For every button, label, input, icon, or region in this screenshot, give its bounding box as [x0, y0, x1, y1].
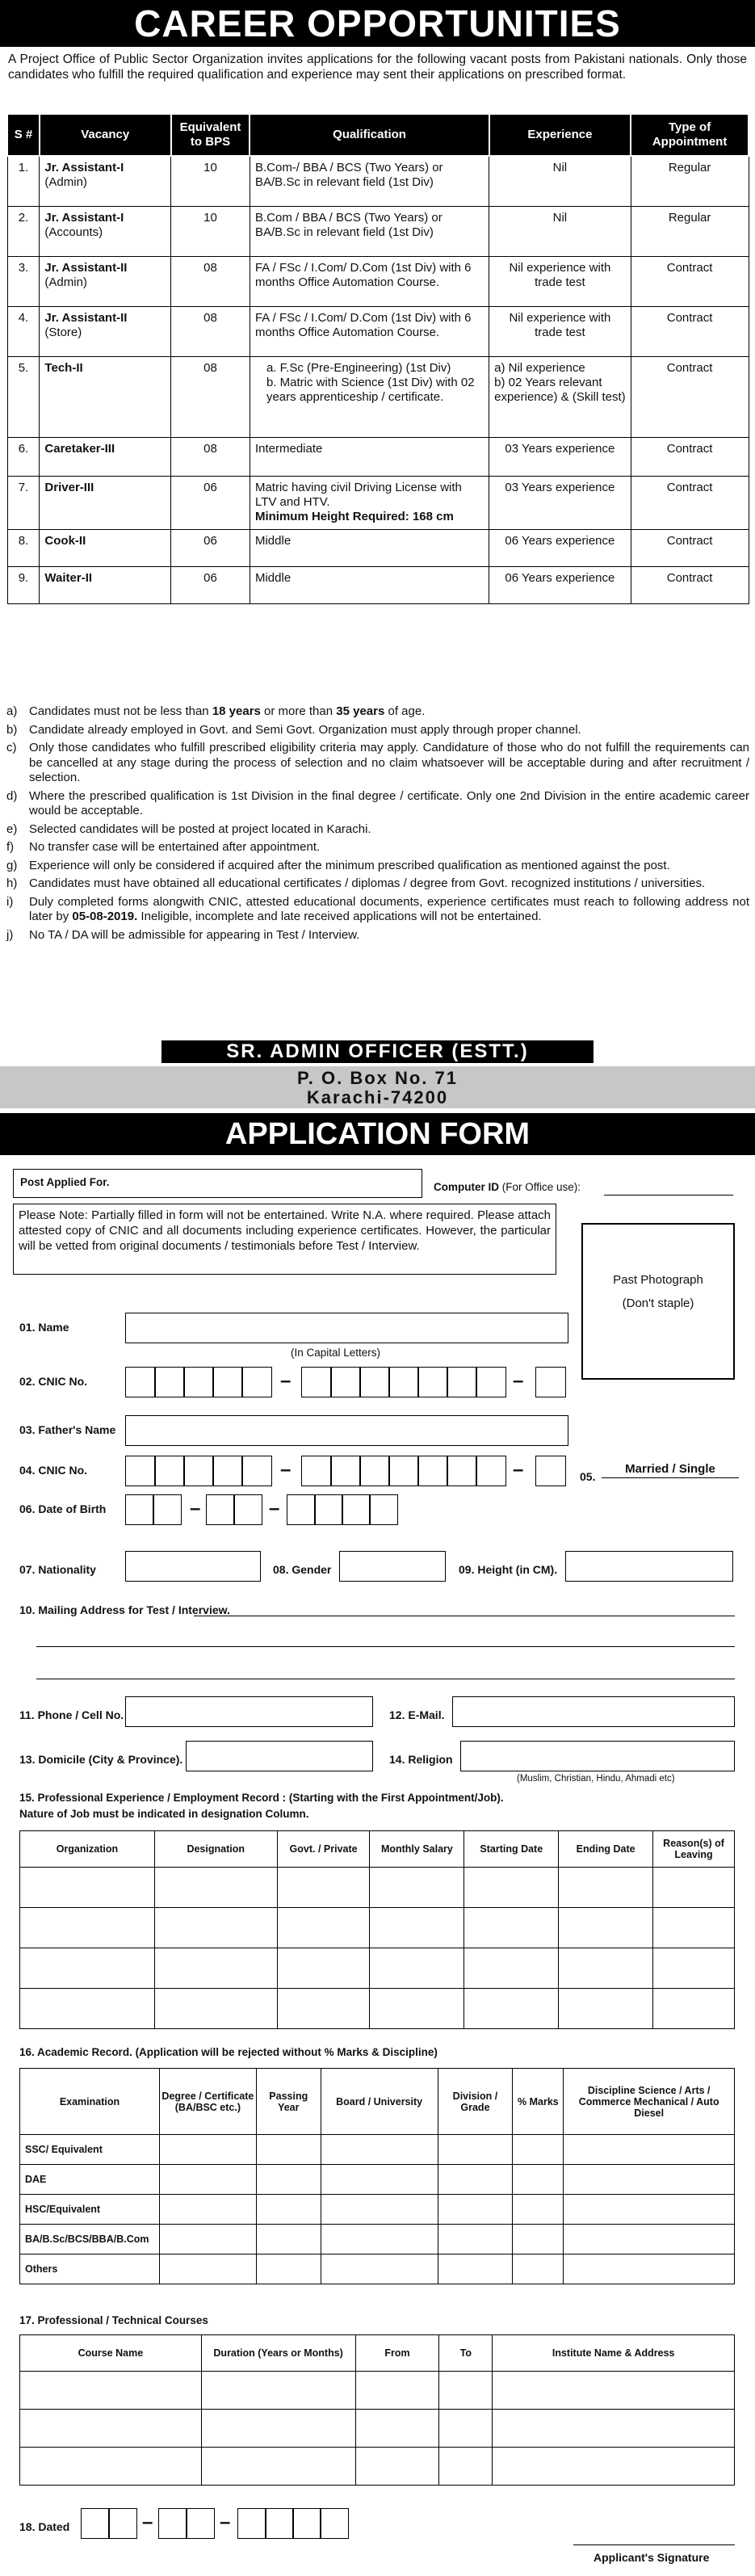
row-type: Contract — [631, 529, 749, 566]
term-item: h) Candidates must have obtained all educational certificates / diplomas / degree from Govt. recognized institutions / universities. — [6, 876, 706, 890]
cnic-label-2: 04. CNIC No. — [19, 1464, 88, 1477]
exp-col-govt-private: Govt. / Private — [277, 1831, 370, 1868]
term-item: d) Where the prescribed qualification is 1st Division in the final degree / certificate. Only one 2nd Division in the entire academic career would be acceptable. — [6, 788, 749, 817]
course-col-name: Course Name — [20, 2335, 202, 2372]
row-experience: 03 Years experience — [489, 437, 631, 476]
domicile-input[interactable] — [186, 1741, 373, 1771]
table-row[interactable] — [20, 1989, 735, 2029]
table-row[interactable] — [20, 1948, 735, 1989]
signature-label: Applicant's Signature — [594, 2551, 710, 2564]
postal-address: P. O. Box No. 71 Karachi-74200 — [0, 1066, 755, 1108]
dob-input[interactable]: – – — [125, 1494, 384, 1525]
table-row — [7, 256, 749, 306]
height-label: 09. Height (in CM). — [459, 1563, 558, 1576]
experience-section-title: 15. Professional Experience / Employment Record : (Starting with the First Appointment/Job). — [19, 1792, 504, 1804]
row-type: Contract — [631, 566, 749, 603]
term-item: f) No transfer case will be entertained after appointment. — [6, 840, 321, 854]
row-qualification: Middle — [250, 566, 489, 603]
capital-note: (In Capital Letters) — [291, 1347, 381, 1359]
row-vacancy: Waiter-II — [40, 566, 171, 603]
experience-table[interactable] — [19, 1830, 735, 2029]
table-row — [7, 476, 749, 529]
email-input[interactable] — [452, 1696, 735, 1727]
row-sno: 6. — [7, 437, 40, 476]
row-qualification: B.Com-/ BBA / BCS (Two Years) or BA/B.Sc in relevant field (1st Div) — [250, 156, 489, 206]
dob-label: 06. Date of Birth — [19, 1502, 107, 1515]
row-experience: 03 Years experience — [489, 476, 631, 529]
table-row[interactable] — [20, 2448, 735, 2486]
row-experience: 06 Years experience — [489, 529, 631, 566]
experience-section-subtitle: Nature of Job must be indicated in designation Column. — [19, 1808, 309, 1820]
col-header-sno: S # — [7, 114, 40, 156]
term-item: e) Selected candidates will be posted at project located in Karachi. — [6, 822, 371, 836]
exp-col-designation: Designation — [154, 1831, 277, 1868]
row-qualification: Intermediate — [250, 437, 489, 476]
nationality-input[interactable] — [125, 1551, 261, 1582]
academic-section-title: 16. Academic Record. (Application will be rejected without % Marks & Discipline) — [19, 2046, 438, 2058]
term-item: g) Experience will only be considered if acquired after the minimum prescribed qualification as mentioned against the post. — [6, 858, 670, 872]
religion-note: (Muslim, Christian, Hindu, Ahmadi etc) — [517, 1774, 675, 1784]
term-item: i) Duly completed forms alongwith CNIC, attested educational documents, experience certificates must reach to following address not later by 05-08-2019. Ineligible, incomplete and late received applications will not be entertained. — [6, 894, 749, 923]
gender-input[interactable] — [339, 1551, 446, 1582]
row-qualification: FA / FSc / I.Com/ D.Com (1st Div) with 6 months Office Automation Course. — [250, 306, 489, 356]
row-sno: 5. — [7, 356, 40, 437]
table-row — [7, 529, 749, 566]
terms-list — [6, 704, 749, 946]
row-bps: 08 — [171, 356, 250, 437]
gender-label: 08. Gender — [273, 1563, 332, 1576]
table-row[interactable]: DAE — [20, 2165, 735, 2195]
row-qualification: Middle — [250, 529, 489, 566]
table-row[interactable]: Others — [20, 2255, 735, 2284]
course-col-to: To — [439, 2335, 493, 2372]
post-applied-field[interactable] — [13, 1169, 422, 1198]
row-type: Regular — [631, 156, 749, 206]
row-vacancy: Jr. Assistant-I (Accounts) — [40, 206, 171, 256]
col-header-vacancy: Vacancy — [40, 114, 171, 156]
row-type: Contract — [631, 437, 749, 476]
cnic-label: 02. CNIC No. — [19, 1375, 88, 1388]
row-vacancy: Jr. Assistant-II (Store) — [40, 306, 171, 356]
row-bps: 10 — [171, 156, 250, 206]
table-row[interactable] — [20, 1868, 735, 1908]
term-item: j) No TA / DA will be admissible for appearing in Test / Interview. — [6, 927, 360, 942]
row-qualification: FA / FSc / I.Com/ D.Com (1st Div) with 6 months Office Automation Course. — [250, 256, 489, 306]
row-sno: 4. — [7, 306, 40, 356]
row-sno: 7. — [7, 476, 40, 529]
acad-col-discipline: Discipline Science / Arts / Commerce Mechanical / Auto Diesel — [564, 2069, 735, 2135]
term-item: c) Only those candidates who fulfill prescribed eligibility criteria may apply. Candidature of those who do not fulfill the requirements can be cancelled at any stage during the process of selection and no claim whatsoever will be acceptable during and after recruitment / selection. — [6, 741, 749, 784]
cnic-input[interactable]: – – — [125, 1367, 577, 1397]
acad-col-examination: Examination — [20, 2069, 160, 2135]
table-row — [7, 437, 749, 476]
row-type: Contract — [631, 256, 749, 306]
dated-label: 18. Dated — [19, 2520, 70, 2533]
course-col-institute: Institute Name & Address — [493, 2335, 735, 2372]
table-header-row — [7, 114, 749, 156]
table-row — [7, 566, 749, 603]
row-bps: 08 — [171, 306, 250, 356]
term-item: b) Candidate already employed in Govt. and Semi Govt. Organization must apply through proper channel. — [6, 722, 581, 737]
exp-col-start-date: Starting Date — [464, 1831, 559, 1868]
row-vacancy: Caretaker-III — [40, 437, 171, 476]
page-title: CAREER OPPORTUNITIES — [0, 0, 755, 47]
col-header-experience: Experience — [489, 114, 631, 156]
table-row — [7, 356, 749, 437]
col-header-qualification: Qualification — [250, 114, 489, 156]
father-name-label: 03. Father's Name — [19, 1423, 116, 1436]
table-row[interactable] — [20, 2372, 735, 2410]
officer-title: SR. ADMIN OFFICER (ESTT.) — [161, 1040, 594, 1063]
domicile-label: 13. Domicile (City & Province). — [19, 1753, 183, 1766]
row-sno: 2. — [7, 206, 40, 256]
col-header-type: Type of Appointment — [631, 114, 749, 156]
height-input[interactable] — [565, 1551, 733, 1582]
col-header-bps: Equivalent to BPS — [171, 114, 250, 156]
row-sno: 1. — [7, 156, 40, 206]
academic-table[interactable] — [19, 2068, 735, 2284]
acad-col-marks: % Marks — [513, 2069, 564, 2135]
row-vacancy: Cook-II — [40, 529, 171, 566]
please-note-box: Please Note: Partially filled in form will not be entertained. Write N.A. where required. Please attach attested copy of CNIC and all documents including experience certificates. However, the particular will be vetted from original documents / testimonials before Test / Interview. — [13, 1204, 556, 1275]
row-sno: 8. — [7, 529, 40, 566]
row-experience: Nil experience with trade test — [489, 306, 631, 356]
row-vacancy: Driver-III — [40, 476, 171, 529]
row-type: Contract — [631, 476, 749, 529]
row-experience: a) Nil experience b) 02 Years relevant experience) & (Skill test) — [489, 356, 631, 437]
photo-box: Past Photograph (Don't staple) — [581, 1223, 735, 1380]
phone-input[interactable] — [125, 1696, 373, 1727]
row-bps: 08 — [171, 437, 250, 476]
name-label: 01. Name — [19, 1321, 69, 1334]
dated-input[interactable]: – – — [81, 2508, 347, 2539]
email-label: 12. E-Mail. — [389, 1708, 445, 1721]
course-col-duration: Duration (Years or Months) — [201, 2335, 355, 2372]
vacancies-table — [6, 113, 749, 604]
row-type: Regular — [631, 206, 749, 256]
row-vacancy: Jr. Assistant-II (Admin) — [40, 256, 171, 306]
table-row[interactable] — [20, 1908, 735, 1948]
nationality-label: 07. Nationality — [19, 1563, 96, 1576]
row-bps: 10 — [171, 206, 250, 256]
table-row[interactable]: HSC/Equivalent — [20, 2195, 735, 2225]
table-row — [7, 306, 749, 356]
row-bps: 06 — [171, 476, 250, 529]
computer-id-field[interactable] — [604, 1195, 733, 1196]
cnic-input-2[interactable]: – – — [125, 1456, 577, 1486]
acad-col-passing-year: Passing Year — [256, 2069, 321, 2135]
address-line-2[interactable] — [36, 1646, 735, 1647]
acad-col-division: Division / Grade — [438, 2069, 513, 2135]
row-experience: 06 Years experience — [489, 566, 631, 603]
religion-input[interactable] — [460, 1741, 735, 1771]
row-experience: Nil — [489, 156, 631, 206]
row-type: Contract — [631, 306, 749, 356]
row-type: Contract — [631, 356, 749, 437]
form-title: APPLICATION FORM — [0, 1113, 755, 1155]
row-experience: Nil experience with trade test — [489, 256, 631, 306]
row-qualification: B.Com / BBA / BCS (Two Years) or BA/B.Sc in relevant field (1st Div) — [250, 206, 489, 256]
signature-line[interactable] — [573, 2544, 735, 2545]
exp-col-reason: Reason(s) of Leaving — [653, 1831, 735, 1868]
table-row[interactable]: SSC/ Equivalent — [20, 2135, 735, 2165]
row-sno: 3. — [7, 256, 40, 306]
table-row — [7, 156, 749, 206]
course-col-from: From — [355, 2335, 439, 2372]
religion-label: 14. Religion — [389, 1753, 453, 1766]
row-bps: 08 — [171, 256, 250, 306]
acad-col-degree: Degree / Certificate (BA/BSC etc.) — [159, 2069, 256, 2135]
table-row[interactable] — [20, 2410, 735, 2448]
marital-status-field[interactable]: Married / Single — [602, 1462, 739, 1478]
marital-number: 05. — [580, 1470, 596, 1483]
father-name-input[interactable] — [125, 1415, 568, 1446]
post-applied-label: Post Applied For. — [20, 1176, 110, 1188]
name-input[interactable] — [125, 1313, 568, 1343]
row-vacancy: Jr. Assistant-I (Admin) — [40, 156, 171, 206]
exp-col-end-date: Ending Date — [559, 1831, 653, 1868]
row-bps: 06 — [171, 566, 250, 603]
row-qualification: a. F.Sc (Pre-Engineering) (1st Div) b. Matric with Science (1st Div) with 02 years apprenticeship / certificate. — [250, 356, 489, 437]
acad-col-board: Board / University — [321, 2069, 438, 2135]
table-row[interactable]: BA/B.Sc/BCS/BBA/B.Com — [20, 2225, 735, 2255]
row-qualification: Matric having civil Driving License with LTV and HTV. Minimum Height Required: 168 cm — [250, 476, 489, 529]
courses-table[interactable] — [19, 2334, 735, 2486]
phone-label: 11. Phone / Cell No. — [19, 1708, 124, 1721]
exp-col-salary: Monthly Salary — [370, 1831, 464, 1868]
computer-id-label: Computer ID (For Office use): — [434, 1181, 581, 1193]
row-vacancy: Tech-II — [40, 356, 171, 437]
courses-section-title: 17. Professional / Technical Courses — [19, 2314, 208, 2326]
row-sno: 9. — [7, 566, 40, 603]
intro-text: A Project Office of Public Sector Organization invites applications for the following vacant posts from Pakistani nationals. Only those candidates who fulfill the required qualification and experience may sent their applications on prescribed format. — [8, 53, 747, 82]
row-bps: 06 — [171, 529, 250, 566]
term-item: a) Candidates must not be less than 18 years or more than 35 years of age. — [6, 704, 426, 718]
row-experience: Nil — [489, 206, 631, 256]
address-label: 10. Mailing Address for Test / Interview. — [19, 1603, 230, 1616]
table-row — [7, 206, 749, 256]
exp-col-organization: Organization — [20, 1831, 155, 1868]
